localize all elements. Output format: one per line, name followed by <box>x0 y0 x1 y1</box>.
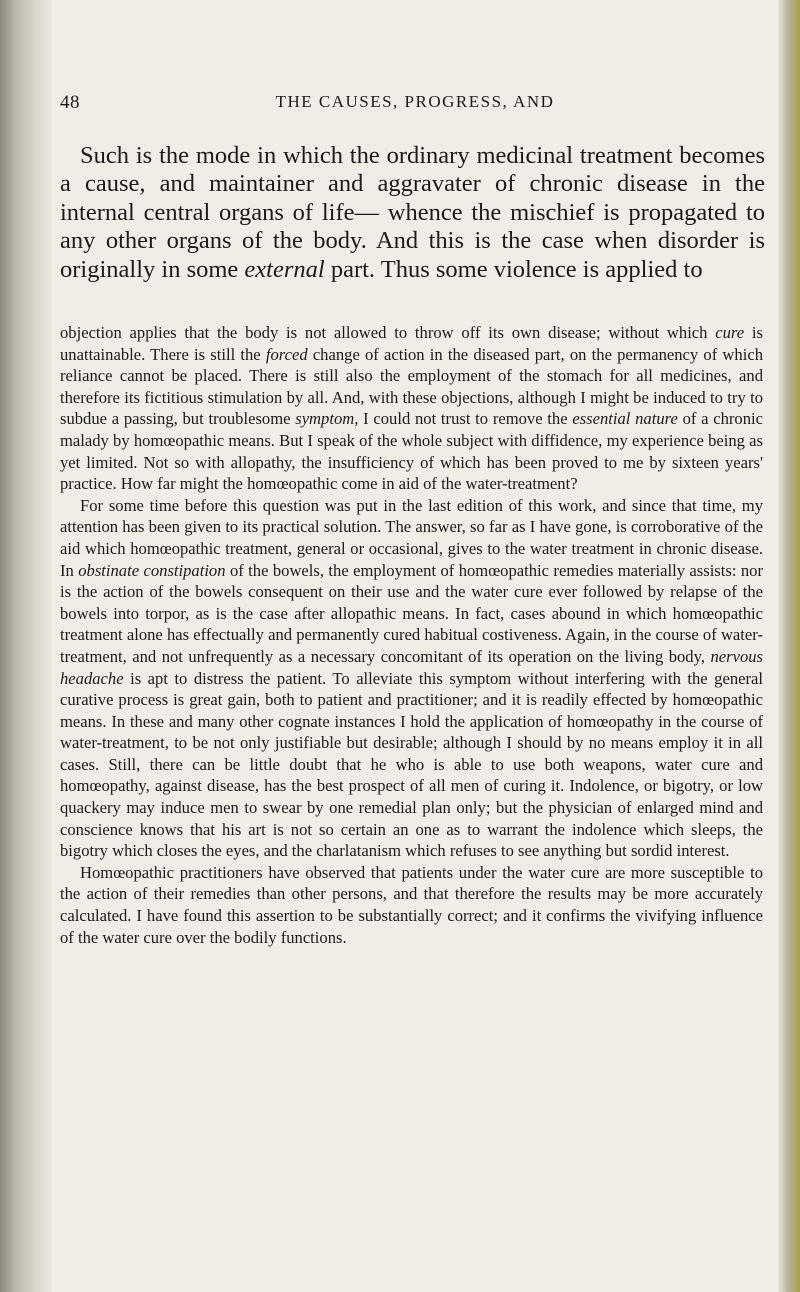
lead-text-body <box>60 142 765 284</box>
p2-text: is apt to distress the patient. To alleviate this symptom without interfering with the general curative process is great gain, both to patient and practitioner; and it is readily effected by homœopathic means. In these and many other cognate instances I hold the application of homœopathy in the course of water-treatment, to be not only justifiable but desirable; although I should by no means employ it in all cases. Still, there can be little doubt that he who is able to use both weapons, water cure and homœopathy, against disease, has the best prospect of all men of curing it. Indolence, or bigotry, or low quackery may induce men to swear by one remedial plan only; but the physician of enlarged mind and conscience knows that his art is not so certain an one as to warrant the indolence which sleeps, the bigotry which closes the eyes, and the charlatanism which refuses to see anything but sordid interest. <box>60 668 763 861</box>
body-text <box>60 322 763 948</box>
paragraph-practical-solution <box>60 495 763 862</box>
paragraph-objection <box>60 322 763 495</box>
page-edge <box>778 0 800 1292</box>
lead-text-start: Such is the mode in which the ordinary medicinal treatment becomes a cause, and maintainer and aggravater of chronic disease in the internal central organs of life— whence the mischief is propagated to any other organs of the body. And this is the case when disorder is originally in some <box>60 142 765 283</box>
p2-text: of the bowels, the employment of homœopathic remedies materially assists: nor is the action of the bowels consequent on their use and the water cure ever followed by relapse of the bowels into torpor, as is the case after allopathic means. In fact, cases abound in which homœopathic treatment alone has effectually and permanently cured habitual costiveness. Again, in the course of water-treatment, and not unfrequently as a necessary concomitant of its operation on the living body, <box>60 560 763 666</box>
p1-text: of a chronic malady by homœopathic means. But I speak of the whole subject with diffidence, my experience being as yet limited. Not so with allopathy, the insufficiency of which has been proved to me by sixteen years' practice. How far might the homœopathic come in aid of the water-treatment? <box>60 409 763 494</box>
lead-paragraph <box>60 142 765 284</box>
p2-emphasis: obstinate constipation <box>78 560 226 580</box>
p1-text: I could not trust to remove the <box>358 409 573 429</box>
p1-text: is unattainable. There is still the <box>60 323 763 364</box>
book-page <box>60 0 775 1292</box>
running-title: THE CAUSES, PROGRESS, AND <box>275 92 555 111</box>
running-head <box>60 92 770 118</box>
p1-text: objection applies that the body is not allowed to throw off its own disease; without which <box>60 323 716 342</box>
p1-emphasis: symptom, <box>295 409 359 429</box>
p1-text: change of action in the diseased part, on the permanency of which reliance cannot be placed. There is still also the employment of the stomach for all medicines, and therefore its fictitious stimulation by all. And, with these objections, although I might be induced to try to subdue a passing, but troublesome <box>60 344 763 429</box>
p1-emphasis: forced <box>265 344 308 364</box>
lead-emphasis: external <box>244 255 325 283</box>
p1-emphasis: cure <box>715 323 745 342</box>
page-number: 48 <box>60 92 80 113</box>
paragraph-homoeopathic-practitioners: Homœopathic practitioners have observed that patients under the water cure are more susceptible to the action of their remedies than other persons, and that therefore the results may be more accurately calculated. I have found this assertion to be substantially correct; and it confirms the vivifying influence of the water cure over the bodily functions. <box>60 862 763 947</box>
p1-emphasis: essential nature <box>572 409 678 429</box>
book-binding-edge <box>0 0 52 1292</box>
lead-text-end: part. Thus some violence is applied to <box>324 255 703 283</box>
p2-text: For some time before this question was put in the last edition of this work, and since that time, my attention has been given to its practical solution. The answer, so far as I have gone, is corroborative of the aid which homœopathic treatment, general or occasional, gives to the water treatment in chronic disease. In <box>60 495 763 580</box>
p2-emphasis: nervous headache <box>60 646 763 688</box>
